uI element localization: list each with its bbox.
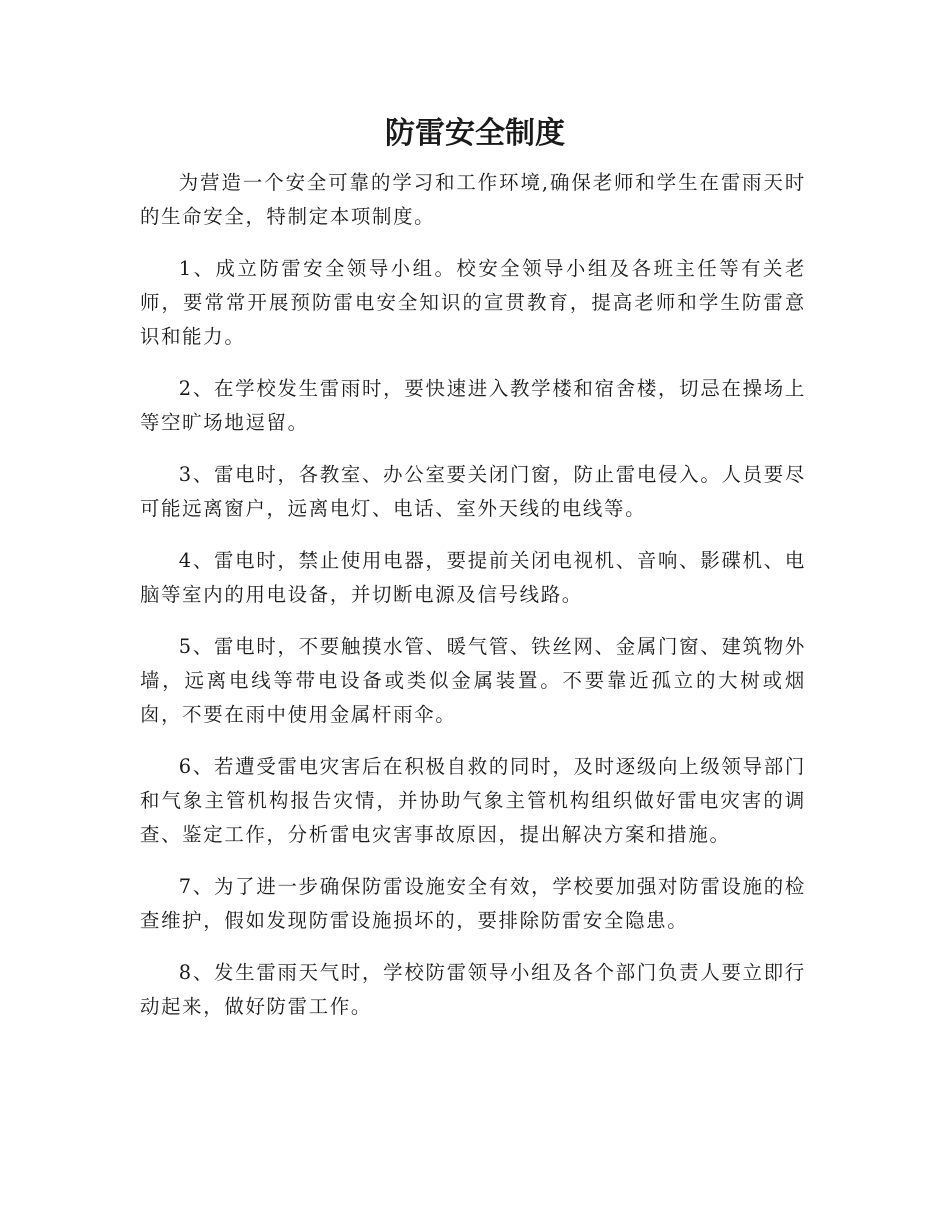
document-body [140, 166, 806, 1042]
intro-paragraph: 为营造一个安全可靠的学习和工作环境,确保老师和学生在雷雨天时的生命安全，特制定本项制度。 [140, 171, 806, 228]
rule-paragraph-1: 1、成立防雷安全领导小组。校安全领导小组及各班主任等有关老师，要常常开展预防雷电安全知识的宣贯教育，提高老师和学生防雷意识和能力。 [140, 257, 806, 348]
rule-paragraph-6: 6、若遭受雷电灾害后在积极自救的同时，及时逐级向上级领导部门和气象主管机构报告灾情，并协助气象主管机构组织做好雷电灾害的调查、鉴定工作，分析雷电灾害事故原因，提出解决方案和措施。 [140, 755, 806, 846]
rule-paragraph-5: 5、雷电时，不要触摸水管、暖气管、铁丝网、金属门窗、建筑物外墙，远离电线等带电设备或类似金属装置。不要靠近孤立的大树或烟囱，不要在雨中使用金属杆雨伞。 [140, 635, 806, 726]
rule-paragraph-3: 3、雷电时，各教室、办公室要关闭门窗，防止雷电侵入。人员要尽可能远离窗户，远离电灯、电话、室外天线的电线等。 [140, 463, 806, 520]
rule-paragraph-8: 8、发生雷雨天气时，学校防雷领导小组及各个部门负责人要立即行动起来，做好防雷工作。 [140, 961, 806, 1018]
document-title: 防雷安全制度 [385, 116, 565, 151]
rule-paragraph-4: 4、雷电时，禁止使用电器，要提前关闭电视机、音响、影碟机、电脑等室内的用电设备，并切断电源及信号线路。 [140, 549, 806, 606]
rule-paragraph-7: 7、为了进一步确保防雷设施安全有效，学校要加强对防雷设施的检查维护，假如发现防雷设施损坏的，要排除防雷安全隐患。 [140, 875, 806, 932]
rule-paragraph-2: 2、在学校发生雷雨时，要快速进入教学楼和宿舍楼，切忌在操场上等空旷场地逗留。 [140, 377, 806, 434]
